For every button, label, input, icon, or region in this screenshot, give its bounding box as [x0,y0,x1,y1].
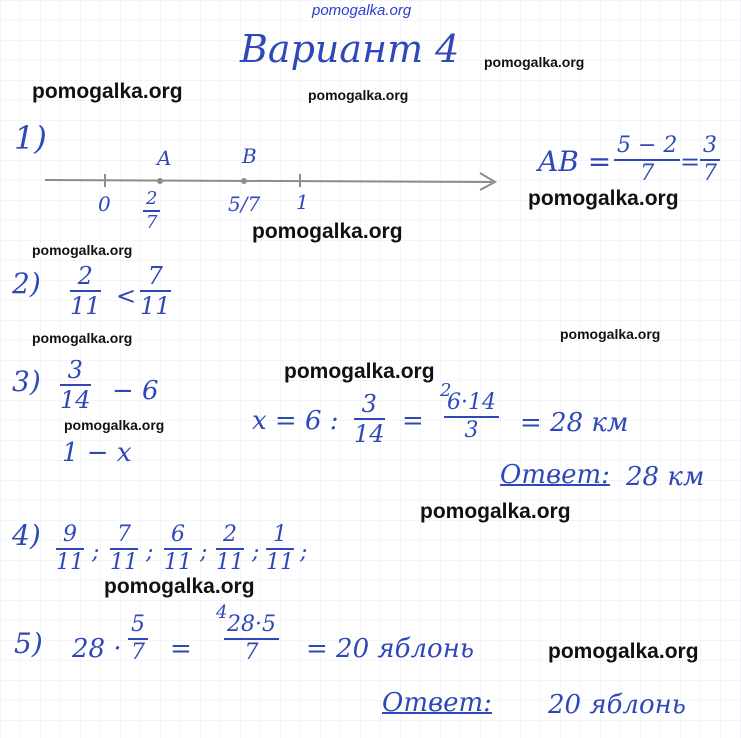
watermark: pomogalka.org [284,360,435,383]
fraction-denominator: 14 [60,386,91,414]
fraction-denominator: 7 [703,161,717,186]
fraction-numerator: 9 [56,524,84,550]
fraction-numerator: 5 − 2 [614,135,680,161]
fraction-left [70,264,101,318]
proportion-bottom: 1 − x [62,438,132,468]
watermark: pomogalka.org [32,330,133,346]
fraction-part [128,614,148,664]
watermark: pomogalka.org [64,417,165,433]
equals-sign: = [402,406,424,436]
watermark: pomogalka.org [104,575,255,598]
fraction-denominator: 7 [131,640,145,665]
task-number: 4) [12,519,41,552]
task-number: 1) [14,119,47,157]
fraction-numerator: 7 [110,524,138,550]
equals-sign: = [170,634,192,664]
answer-label: Ответ: [500,460,610,490]
fraction-item [216,524,244,574]
less-than-sign: < [116,282,137,310]
watermark: pomogalka.org [484,54,585,70]
ab-label: AB = [538,145,612,178]
fraction-denominator: 7 [146,212,158,233]
fraction-denominator: 11 [110,550,138,575]
separator: ; [92,540,100,565]
task-number: 3) [12,365,41,398]
fraction-denominator: 11 [140,292,171,320]
fraction-denominator: 7 [244,640,259,665]
fraction-item [56,524,84,574]
answer-value: 20 яблонь [548,690,686,720]
fraction-numerator: 28·5 [224,614,279,640]
fraction-numerator: 3 [60,358,91,386]
task-number: 5) [14,627,43,660]
separator: ; [252,540,260,565]
ab-fraction-2 [700,135,720,185]
fraction-right [140,264,171,318]
ab-fraction-1 [614,135,680,185]
fraction-denominator: 11 [164,550,192,575]
fraction-denominator: 11 [216,550,244,575]
fraction-divisor [354,392,385,446]
fraction-item [164,524,192,574]
fraction-numerator: 5 [128,614,148,640]
answer-value: 28 км [626,462,705,492]
page-title: Вариант 4 [240,27,460,71]
watermark: pomogalka.org [252,220,403,243]
fraction-numerator: 3 [354,392,385,420]
tick-label-zero: 0 [98,192,111,216]
watermark: pomogalka.org [528,187,679,210]
expression-lhs: 28 · [72,634,122,664]
tick-label-one: 1 [296,190,309,214]
watermark: pomogalka.org [548,640,699,663]
task-number: 2) [12,267,41,300]
reduction-note: 2 [440,380,452,401]
separator: ; [146,540,154,565]
equals-sign: = [680,148,701,176]
separator: ; [300,540,308,565]
tick-label-b: 5/7 [228,192,261,216]
fraction-numerator: 7 [140,264,171,292]
fraction-denominator: 3 [464,418,479,443]
fraction-given [60,358,91,412]
result: = 28 км [520,408,629,438]
watermark: pomogalka.org [420,500,571,523]
fraction-numerator: 1 [266,524,294,550]
separator: ; [200,540,208,565]
fraction-numerator: 6 [164,524,192,550]
fraction-calc [224,614,279,664]
watermark: pomogalka.org [312,2,412,19]
watermark: pomogalka.org [308,87,409,103]
fraction-numerator: 3 [700,135,720,161]
fraction-numerator: 2 [143,190,160,212]
fraction-denominator: 11 [70,292,101,320]
fraction-numerator: 2 [70,264,101,292]
point-a-label: A [157,146,172,170]
fraction-denominator: 14 [354,420,385,448]
fraction-item [266,524,294,574]
watermark: pomogalka.org [32,80,183,103]
equation-start: x = 6 : [252,406,339,436]
tick-label-a [143,190,160,232]
point-b-label: B [242,144,257,168]
fraction-calc [444,392,499,442]
fraction-item [110,524,138,574]
fraction-numerator: 2 [216,524,244,550]
fraction-denominator: 11 [266,550,294,575]
answer-label: Ответ: [382,688,492,718]
fraction-denominator: 11 [56,550,84,575]
proportion-top: − 6 [112,376,159,406]
result: = 20 яблонь [306,634,474,664]
fraction-numerator: 6·14 [444,392,499,418]
watermark: pomogalka.org [32,242,133,258]
fraction-denominator: 7 [640,161,655,186]
reduction-note: 4 [216,602,228,623]
watermark: pomogalka.org [560,326,661,342]
